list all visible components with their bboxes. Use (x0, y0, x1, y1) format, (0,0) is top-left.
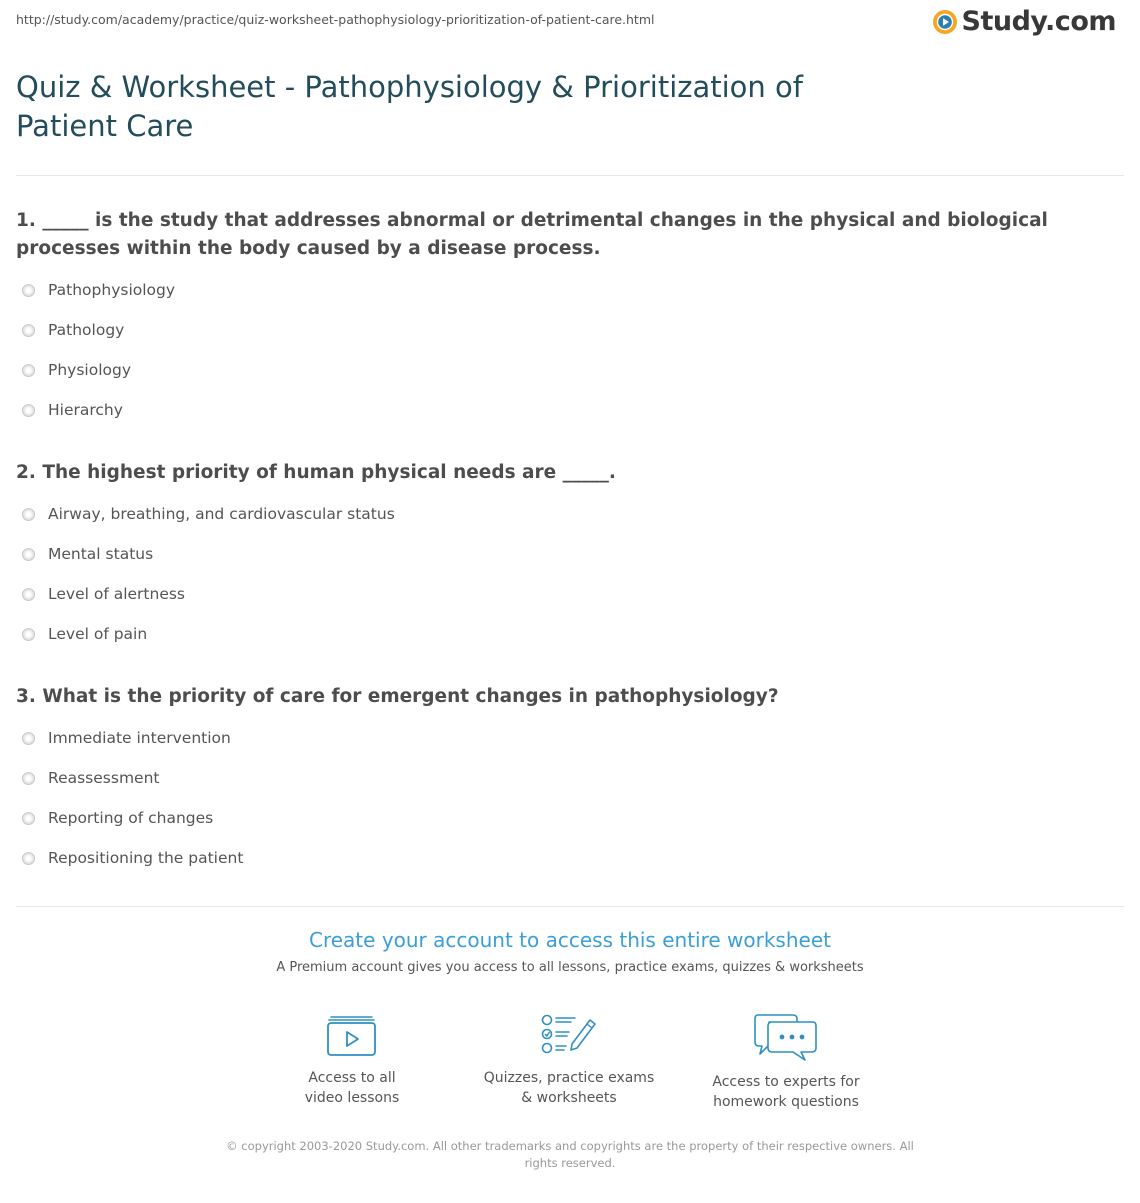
feature-video-lessons (252, 1012, 452, 1108)
divider (16, 906, 1124, 907)
answer-option[interactable] (22, 534, 395, 574)
answer-option[interactable] (22, 758, 243, 798)
answer-option[interactable] (22, 310, 175, 350)
answer-label: Level of pain (48, 625, 148, 643)
play-logo-icon (932, 9, 958, 35)
feature-label-line: Access to all (308, 1070, 396, 1086)
feature-experts (686, 1012, 886, 1112)
copyright: © copyright 2003-2020 Study.com. All other trademarks and copyrights are the property of their respective owners. All rights reserved. (226, 1139, 914, 1170)
radio-button[interactable] (22, 732, 35, 745)
answer-label: Level of alertness (48, 585, 186, 603)
answer-label: Repositioning the patient (48, 849, 244, 867)
page-url: http://study.com/academy/practice/quiz-worksheet-pathophysiology-prioritization-of-patient-care.html (16, 12, 655, 27)
quiz-checklist-icon (539, 1012, 599, 1058)
radio-button[interactable] (22, 852, 35, 865)
radio-button[interactable] (22, 364, 35, 377)
logo-text: Study.com (961, 6, 1116, 37)
feature-label (252, 1068, 452, 1108)
feature-label-line: video lessons (304, 1090, 400, 1106)
radio-button[interactable] (22, 324, 35, 337)
question-3: 3. What is the priority of care for emergent changes in pathophysiology? (16, 686, 779, 707)
question-3-options (22, 718, 243, 878)
chat-bubbles-icon (753, 1012, 819, 1062)
answer-label: Physiology (48, 361, 132, 379)
radio-button[interactable] (22, 588, 35, 601)
answer-label: Reassessment (48, 769, 160, 787)
answer-option[interactable] (22, 270, 175, 310)
feature-label-line: Access to experts for (712, 1074, 860, 1090)
page-title: Quiz & Worksheet - Pathophysiology & Prioritization of Patient Care (16, 70, 803, 143)
divider (16, 175, 1124, 176)
question-2: 2. The highest priority of human physical needs are _____. (16, 462, 616, 483)
answer-label: Immediate intervention (48, 729, 231, 747)
question-1: 1. _____ is the study that addresses abnormal or detrimental changes in the physical and biological processes within the body caused by a disease process. (16, 210, 1048, 259)
radio-button[interactable] (22, 404, 35, 417)
answer-option[interactable] (22, 574, 395, 614)
answer-label: Airway, breathing, and cardiovascular status (48, 505, 395, 523)
answer-option[interactable] (22, 718, 243, 758)
video-lessons-icon (324, 1012, 380, 1058)
radio-button[interactable] (22, 508, 35, 521)
answer-label: Pathophysiology (48, 281, 176, 299)
answer-label: Pathology (48, 321, 125, 339)
cta-title[interactable]: Create your account to access this entire worksheet (309, 928, 831, 952)
radio-button[interactable] (22, 772, 35, 785)
radio-button[interactable] (22, 548, 35, 561)
question-1-options (22, 270, 175, 430)
answer-option[interactable] (22, 798, 243, 838)
feature-quizzes (469, 1012, 669, 1108)
feature-label-line: & worksheets (521, 1090, 617, 1106)
answer-option[interactable] (22, 494, 395, 534)
answer-option[interactable] (22, 838, 243, 878)
radio-button[interactable] (22, 628, 35, 641)
answer-label: Hierarchy (48, 401, 123, 419)
radio-button[interactable] (22, 812, 35, 825)
answer-label: Mental status (48, 545, 154, 563)
answer-option[interactable] (22, 390, 175, 430)
question-2-options (22, 494, 395, 654)
study-logo[interactable] (932, 6, 1116, 37)
answer-option[interactable] (22, 614, 395, 654)
feature-label-line: Quizzes, practice exams (483, 1070, 655, 1086)
answer-option[interactable] (22, 350, 175, 390)
answer-label: Reporting of changes (48, 809, 214, 827)
feature-label-line: homework questions (713, 1094, 859, 1110)
feature-label (469, 1068, 669, 1108)
feature-label (686, 1072, 886, 1112)
radio-button[interactable] (22, 284, 35, 297)
cta-subtitle: A Premium account gives you access to all lessons, practice exams, quizzes & worksheets (276, 960, 864, 975)
